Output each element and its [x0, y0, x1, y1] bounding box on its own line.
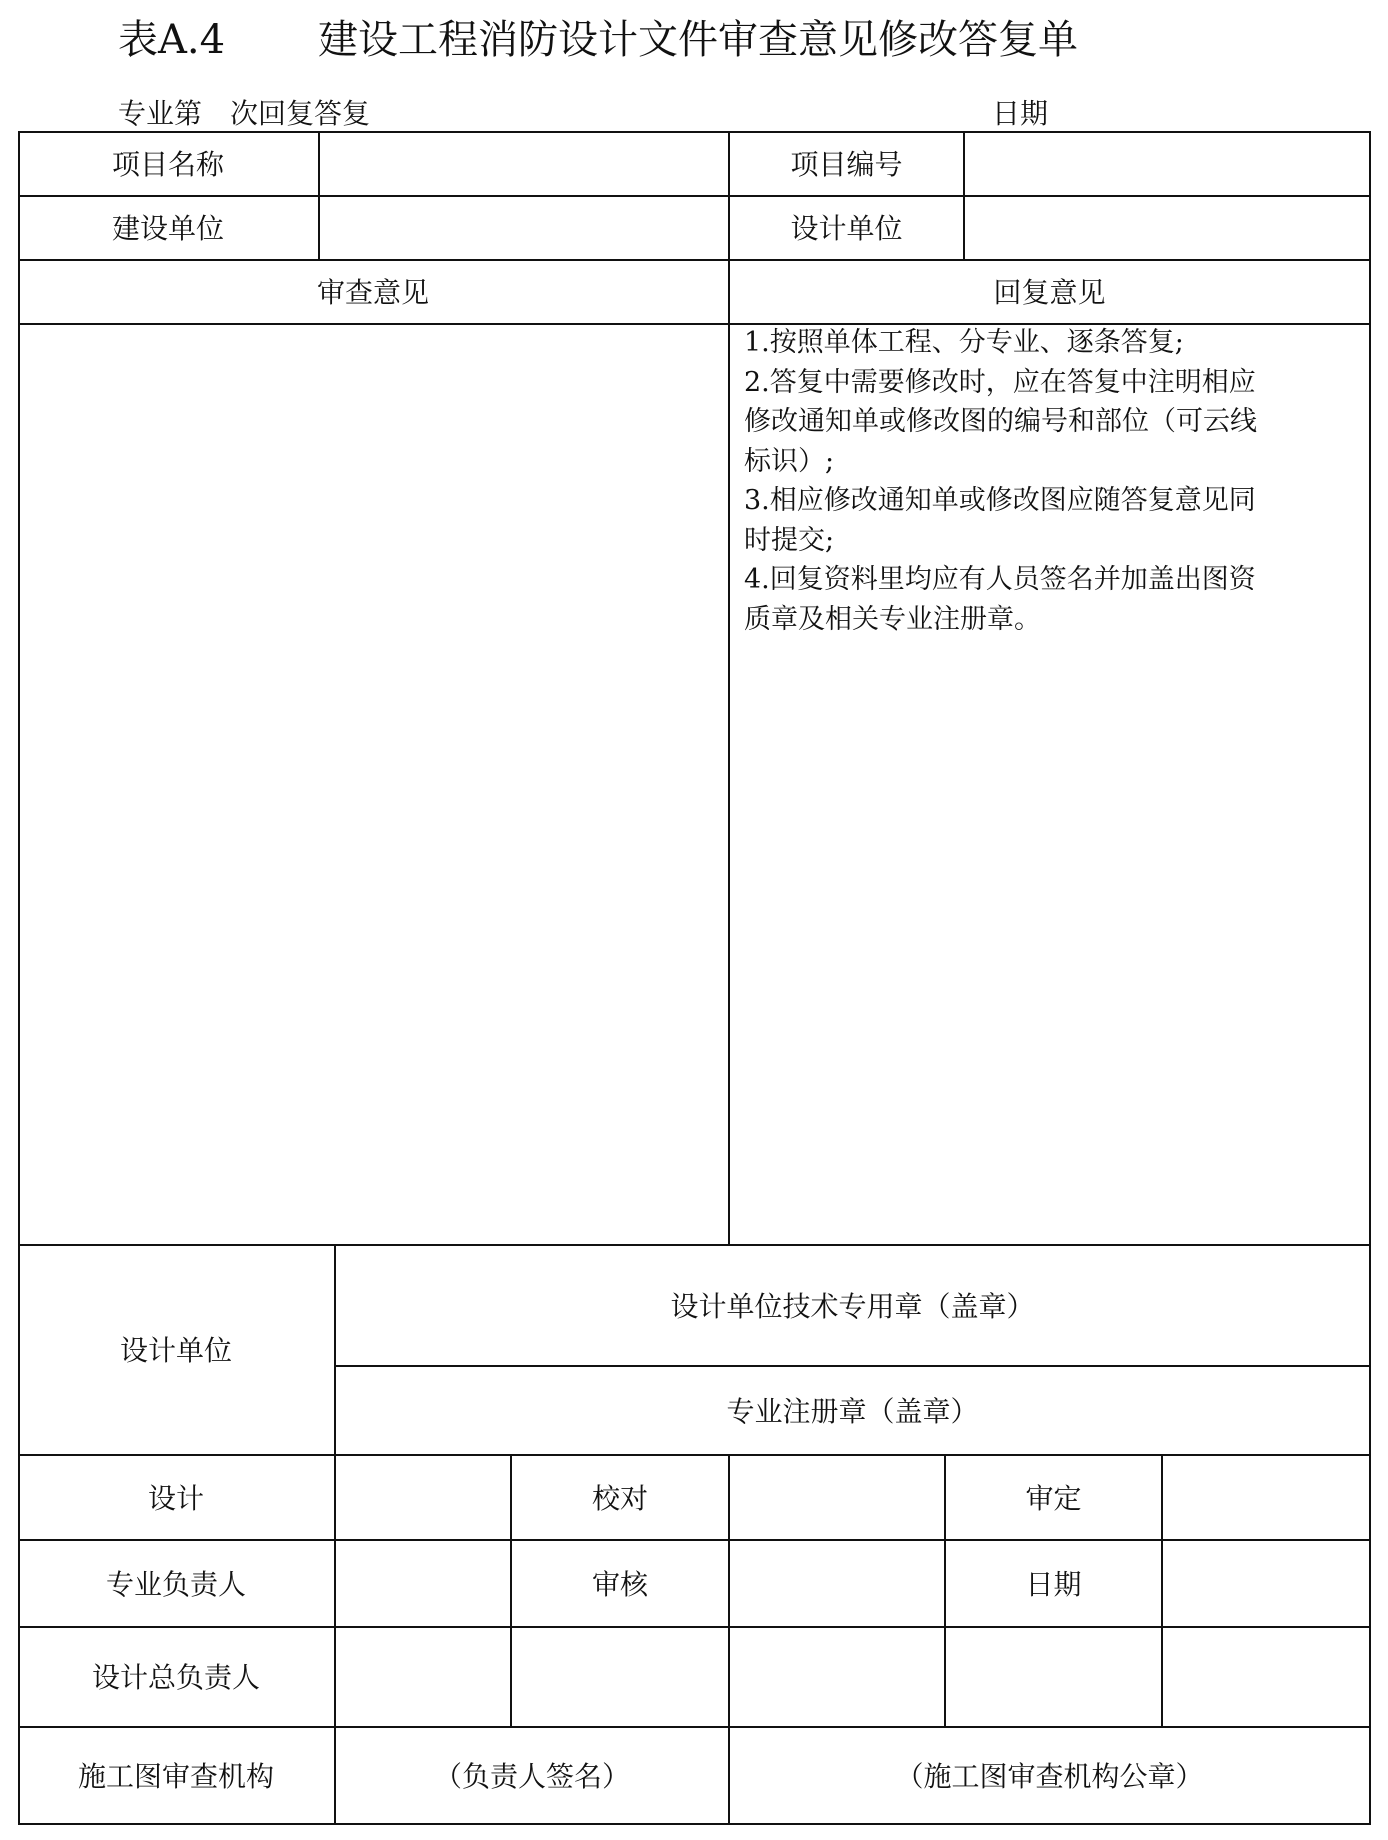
- project-name-field[interactable]: [320, 133, 728, 195]
- reply-instruction-line: 4.回复资料里均应有人员签名并加盖出图资: [744, 564, 1256, 595]
- design-unit-field[interactable]: [965, 197, 1369, 259]
- specialty-lead-label: 专业负责人: [105, 1567, 246, 1601]
- construction-unit-label: 建设单位: [111, 212, 224, 245]
- review-agency-label: 施工图审查机构: [77, 1759, 274, 1793]
- reply-instruction-line: 修改通知单或修改图的编号和部位（可云线: [744, 406, 1257, 437]
- design-label: 设计: [147, 1481, 204, 1515]
- review-opinion-area[interactable]: [20, 325, 728, 1244]
- table-border-right: [1369, 131, 1371, 1825]
- project-number-field[interactable]: [965, 133, 1369, 195]
- project-number-label: 项目编号: [790, 148, 903, 181]
- construction-unit-field[interactable]: [320, 197, 728, 259]
- date-label: 日期: [992, 97, 1049, 130]
- agency-signature-label: （负责人签名）: [433, 1759, 630, 1793]
- column-divider: [1161, 1454, 1163, 1726]
- design-unit-label: 设计单位: [790, 212, 903, 245]
- reply-form-table: [18, 131, 1371, 1825]
- reply-instruction-line: 3.相应修改通知单或修改图应随答复意见同: [744, 485, 1256, 516]
- audit-label: 审核: [591, 1567, 648, 1601]
- project-name-label: 项目名称: [111, 148, 224, 181]
- reply-instruction-line: 2.答复中需要修改时，应在答复中注明相应: [744, 366, 1256, 398]
- agency-stamp-label: （施工图审查机构公章）: [895, 1759, 1204, 1793]
- reply-instructions: [744, 323, 1344, 639]
- registration-seal-label: 专业注册章（盖章）: [726, 1394, 979, 1428]
- form-code: 表A.4: [118, 17, 226, 63]
- reply-instruction-line: 时提交;: [744, 524, 835, 556]
- approve-label: 审定: [1025, 1481, 1082, 1515]
- form-title-text: 建设工程消防设计文件审查意见修改答复单: [318, 17, 1078, 63]
- chief-lead-label: 设计总负责人: [91, 1661, 260, 1694]
- seal-design-unit-label: 设计单位: [119, 1334, 232, 1367]
- reply-instruction-line: 标识）;: [744, 445, 835, 477]
- form-title: [118, 8, 1078, 65]
- reply-opinion-header: 回复意见: [993, 276, 1106, 309]
- signature-date-label: 日期: [1025, 1567, 1082, 1601]
- reply-instruction-line: 1.按照单体工程、分专业、逐条答复;: [744, 327, 1184, 358]
- specialty-round-label: 专业第 次回复答复: [118, 97, 371, 130]
- proofread-label: 校对: [591, 1481, 648, 1515]
- reply-instruction-line: 质章及相关专业注册章。: [744, 603, 1041, 635]
- tech-seal-label: 设计单位技术专用章（盖章）: [670, 1289, 1035, 1323]
- review-opinion-header: 审查意见: [316, 276, 429, 309]
- table-border-bottom: [18, 1823, 1371, 1825]
